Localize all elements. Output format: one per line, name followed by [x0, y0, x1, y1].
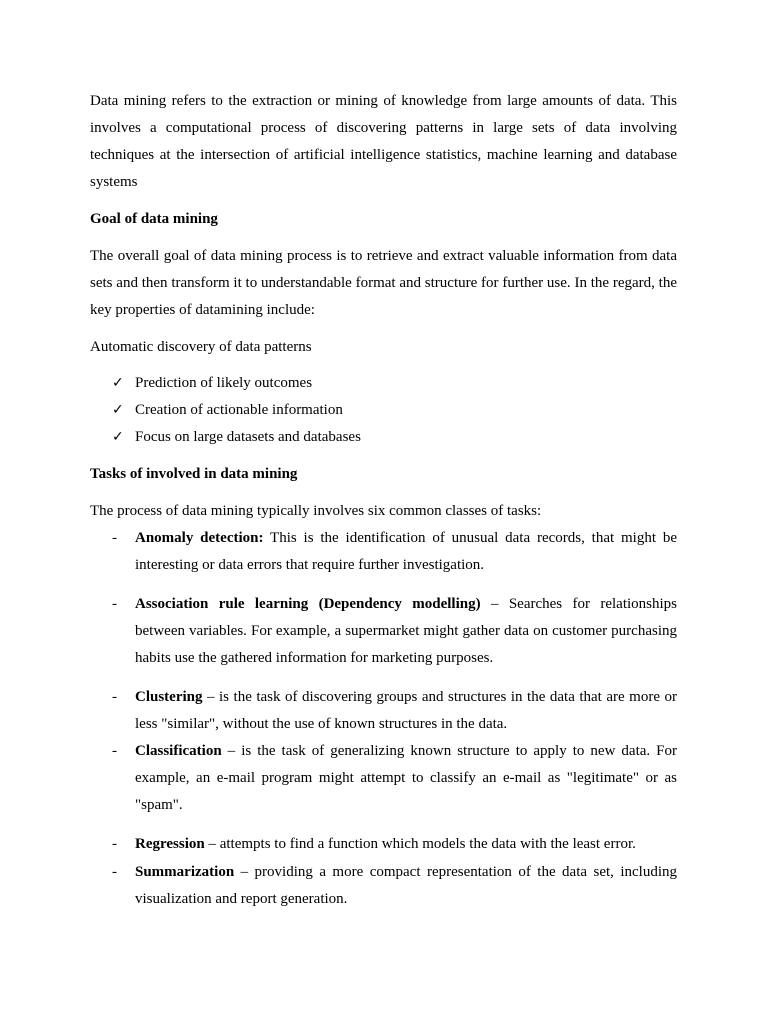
- task-item-classification: [90, 738, 677, 819]
- task-description: – is the task of discovering groups and structures in the data that are more or less "similar", without the use of known structures in the data.: [135, 689, 677, 732]
- dash-bullet: -: [112, 743, 117, 759]
- checklist-item-label: Creation of actionable information: [135, 402, 343, 418]
- task-description: This is the identification of unusual data records, that might be interesting or data errors that require further investigation.: [135, 530, 677, 573]
- checkmark-icon: ✓: [112, 402, 124, 418]
- checklist-item-label: Focus on large datasets and databases: [135, 429, 361, 445]
- task-term: Association rule learning (Dependency modelling): [135, 596, 481, 612]
- goal-heading: Goal of data mining: [90, 211, 218, 227]
- dash-bullet: -: [112, 836, 117, 852]
- properties-checklist: [90, 370, 677, 451]
- task-term: Clustering: [135, 689, 203, 705]
- dash-bullet: -: [112, 596, 117, 612]
- checkmark-icon: ✓: [112, 375, 124, 391]
- goal-paragraph: The overall goal of data mining process is to retrieve and extract valuable information from data sets and then transform it to understandable format and structure for further use. In the regard, the key properties of datamining include:: [90, 248, 677, 318]
- tasks-intro: The process of data mining typically involves six common classes of tasks:: [90, 503, 542, 519]
- checklist-item: [90, 397, 677, 424]
- task-description: – Searches for relationships between variables. For example, a supermarket might gather data on customer purchasing habits use the gathered information for marketing purposes.: [135, 596, 677, 666]
- task-term: Anomaly detection:: [135, 530, 264, 546]
- task-item-clustering: [90, 684, 677, 738]
- task-item-regression: [90, 831, 677, 858]
- task-description: – attempts to find a function which models the data with the least error.: [204, 836, 636, 852]
- checklist-item: [90, 424, 677, 451]
- dash-bullet: -: [112, 864, 117, 880]
- tasks-list: [90, 525, 677, 913]
- tasks-heading: Tasks of involved in data mining: [90, 466, 298, 482]
- task-item-anomaly-detection: [90, 525, 677, 579]
- task-term: Summarization: [135, 864, 235, 880]
- task-description: – providing a more compact representation of the data set, including visualization and report generation.: [135, 864, 677, 907]
- checklist-item: [90, 370, 677, 397]
- dash-bullet: -: [112, 530, 117, 546]
- task-term: Classification: [135, 743, 222, 759]
- task-item-association-rule-learning: [90, 591, 677, 672]
- checkmark-icon: ✓: [112, 429, 124, 445]
- document-page: [90, 88, 677, 913]
- dash-bullet: -: [112, 689, 117, 705]
- properties-lead: Automatic discovery of data patterns: [90, 339, 312, 355]
- task-description: – is the task of generalizing known structure to apply to new data. For example, an e-mail program might attempt to classify an e-mail as "legitimate" or as "spam".: [135, 743, 677, 813]
- intro-paragraph: Data mining refers to the extraction or mining of knowledge from large amounts of data. This involves a computational process of discovering patterns in large sets of data involving techniques at the intersection of artificial intelligence statistics, machine learning and database systems: [90, 93, 677, 190]
- checklist-item-label: Prediction of likely outcomes: [135, 375, 313, 391]
- task-item-summarization: [90, 859, 677, 913]
- task-term: Regression: [135, 836, 205, 852]
